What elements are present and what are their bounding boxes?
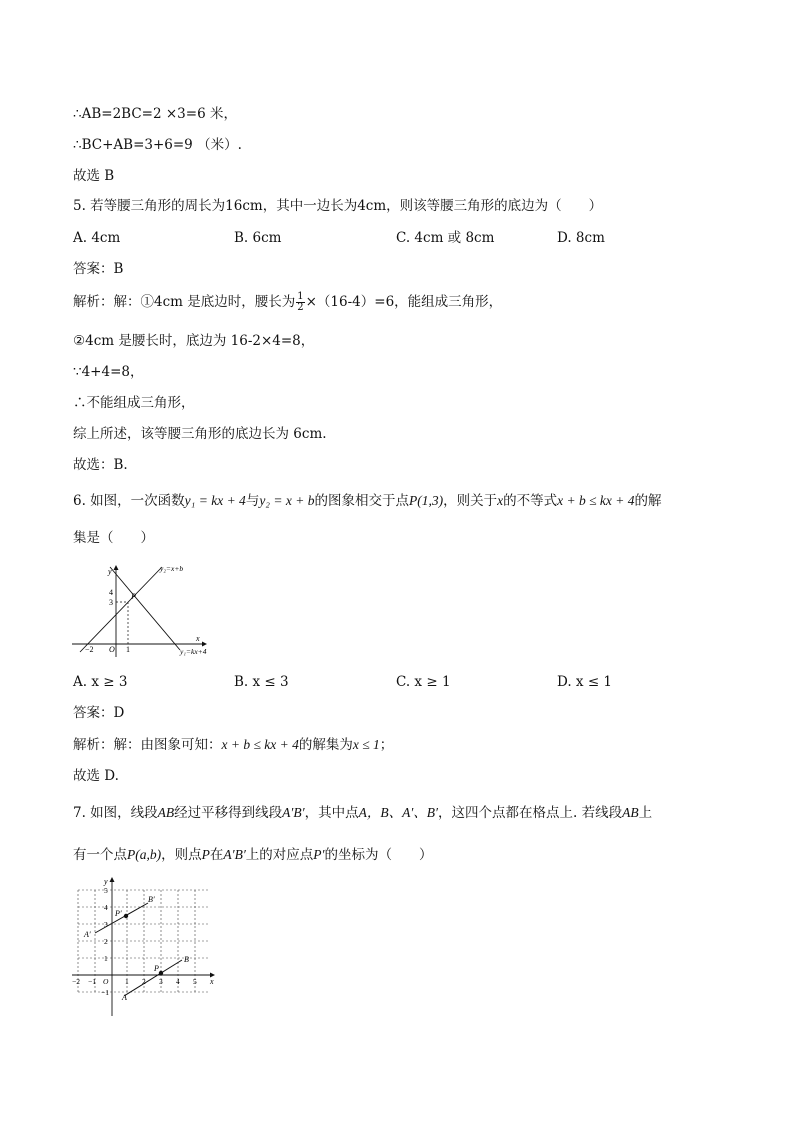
q7-grid-figure <box>70 876 220 1018</box>
q6-function-graph <box>70 562 230 660</box>
q6-exp-text-b: 的解集为 <box>298 737 353 753</box>
q6-option-c: C. x ≥ 1 <box>396 674 451 690</box>
y-tick-5: 5 <box>104 886 108 895</box>
q6-text-c: 的图象相交于点 <box>314 493 409 509</box>
x-tick-1: 1 <box>126 645 130 654</box>
q7-l2-text-b: ，则点 <box>161 847 202 863</box>
q7-l2-math-p: P(a,b) <box>127 847 162 862</box>
label-p: P <box>154 964 159 973</box>
y-axis-label: y <box>104 877 108 886</box>
line-y1 <box>110 567 180 650</box>
segment-a-prime-b-prime <box>95 903 148 933</box>
q7-l2-text-e: 的坐标为（ ） <box>324 847 433 863</box>
x-tick-4: 4 <box>176 977 180 986</box>
y1-line-label: y₁=kx+4 <box>180 647 207 656</box>
q7-text-c: ，其中点 <box>304 805 359 821</box>
y-axis-arrow <box>114 565 119 570</box>
q5-option-d: D. 8cm <box>557 230 605 246</box>
question-7-stem-line2 <box>73 845 432 865</box>
q7-text-d: ，这四个点都在格点上. 若线段 <box>437 805 623 821</box>
x-tick-3: 3 <box>159 977 163 986</box>
q5-explanation-3: ∵4+4=8， <box>73 364 144 380</box>
q7-l2-text-a: 有一个点 <box>73 847 127 863</box>
label-a: A <box>122 993 127 1002</box>
question-6-stem <box>73 491 661 511</box>
q5-option-a: A. 4cm <box>73 230 121 246</box>
q6-text-f: 的解 <box>634 493 662 509</box>
q7-text-b: 经过平移得到线段 <box>174 805 283 821</box>
y2-line-label: y₂=x+b <box>160 564 184 573</box>
q5-explanation-4: ∴不能组成三角形， <box>73 395 195 411</box>
point-p-label: P <box>131 592 136 601</box>
q7-math-ab: AB <box>157 805 175 820</box>
y-axis-label: y <box>108 567 112 576</box>
x-tick-1: 1 <box>125 977 129 986</box>
origin-label: O <box>103 977 109 986</box>
q6-math-x: x <box>497 493 504 508</box>
q6-math-inequality: x + b ≤ kx + 4 <box>557 493 635 508</box>
q6-text-a: 6. 如图，一次函数 <box>73 493 185 509</box>
y-tick-4: 4 <box>109 588 113 597</box>
q6-option-b: B. x ≤ 3 <box>234 674 289 690</box>
q6-option-a: A. x ≥ 3 <box>73 674 128 690</box>
point-p-dot <box>159 971 163 975</box>
q7-l2-math-p2: P <box>201 847 210 862</box>
q6-math-point: P(1,3) <box>408 493 444 508</box>
q5-answer: 答案：B <box>73 261 124 277</box>
q6-exp-math: x + b ≤ kx + 4 <box>221 737 299 752</box>
q6-option-d: D. x ≤ 1 <box>557 674 613 690</box>
q5-exp-text-b: ×（16-4）=6，能组成三角形， <box>305 294 503 310</box>
q7-math-ab2: AB <box>622 805 639 820</box>
x-tick-minus-1: −1 <box>88 977 96 986</box>
x-axis-label: x <box>196 634 200 643</box>
question-7-stem <box>73 803 652 823</box>
q7-l2-text-c: 在 <box>209 847 224 863</box>
q6-math-y2: y₂ = x + b <box>259 493 315 508</box>
q5-explanation-2: ②4cm 是腰长时，底边为 16-2×4=8， <box>73 333 315 349</box>
label-b-prime: B′ <box>148 895 155 904</box>
question-5-stem: 5. 若等腰三角形的周长为16cm，其中一边长为4cm，则该等腰三角形的底边为（ ） <box>73 198 603 214</box>
q7-math-apbp: A′B′ <box>282 805 305 820</box>
q7-l2-math-pprime: P′ <box>313 847 325 862</box>
y-tick-4: 4 <box>104 903 108 912</box>
y-axis-arrow <box>110 877 115 882</box>
q6-exp-text-c: ； <box>379 737 394 753</box>
q5-explanation-5: 综上所述，该等腰三角形的底边长为 6cm. <box>73 426 327 442</box>
q6-text-d: ，则关于 <box>443 493 498 509</box>
q5-exp-text-a: 解析：解：①4cm 是底边时，腰长为 <box>73 294 296 310</box>
fraction-one-half <box>296 292 304 313</box>
segment-ab <box>124 960 182 996</box>
y-tick-3: 3 <box>104 920 108 929</box>
q6-text-b: 与 <box>245 493 260 509</box>
solution-conclusion: 故选 B <box>73 168 115 184</box>
q6-exp-math2: x ≤ 1 <box>352 737 380 752</box>
q7-text-e: 上 <box>638 805 653 821</box>
q6-answer: 答案：D <box>73 705 125 721</box>
x-tick-minus-2: −2 <box>85 645 94 654</box>
point-p-prime-dot <box>124 914 128 918</box>
x-tick-2: 2 <box>142 977 146 986</box>
y-tick-2: 2 <box>104 937 108 946</box>
origin-label: O <box>109 645 115 654</box>
q6-explanation-2: 故选 D. <box>73 768 119 784</box>
q5-explanation-6: 故选：B. <box>73 457 128 473</box>
solution-line-2: ∴BC+AB=3+6=9 （米）. <box>73 137 242 153</box>
q7-l2-text-d: 上的对应点 <box>245 847 314 863</box>
y-tick-3: 3 <box>109 598 113 607</box>
frac-numerator: 1 <box>297 291 304 302</box>
x-tick-5: 5 <box>193 977 197 986</box>
q5-explanation-1 <box>73 292 502 313</box>
y-tick-1: 1 <box>104 954 108 963</box>
x-axis-arrow <box>202 642 207 647</box>
label-p-prime: P′ <box>115 909 122 918</box>
q6-math-y1: y₁ = kx + 4 <box>184 493 246 508</box>
q7-math-points: A，B、A′、B′ <box>358 805 438 820</box>
label-b: B <box>184 955 189 964</box>
frac-denominator: 2 <box>297 302 304 313</box>
y-tick-minus-1: −1 <box>101 988 109 997</box>
q6-explanation-1 <box>73 735 393 755</box>
q6-exp-text-a: 解析：解：由图象可知： <box>73 737 222 753</box>
solution-line-1: ∴AB=2BC=2 ×3=6 米， <box>73 106 237 122</box>
q7-l2-math-apbp: A′B′ <box>223 847 246 862</box>
x-axis-label: x <box>210 977 214 986</box>
q5-option-c: C. 4cm 或 8cm <box>396 230 495 246</box>
label-a-prime: A′ <box>84 930 91 939</box>
q7-text-a: 7. 如图，线段 <box>73 805 158 821</box>
q6-text-e: 的不等式 <box>503 493 558 509</box>
question-6-stem-line2: 集是（ ） <box>73 530 154 546</box>
x-tick-minus-2: −2 <box>72 977 80 986</box>
q5-option-b: B. 6cm <box>234 230 282 246</box>
